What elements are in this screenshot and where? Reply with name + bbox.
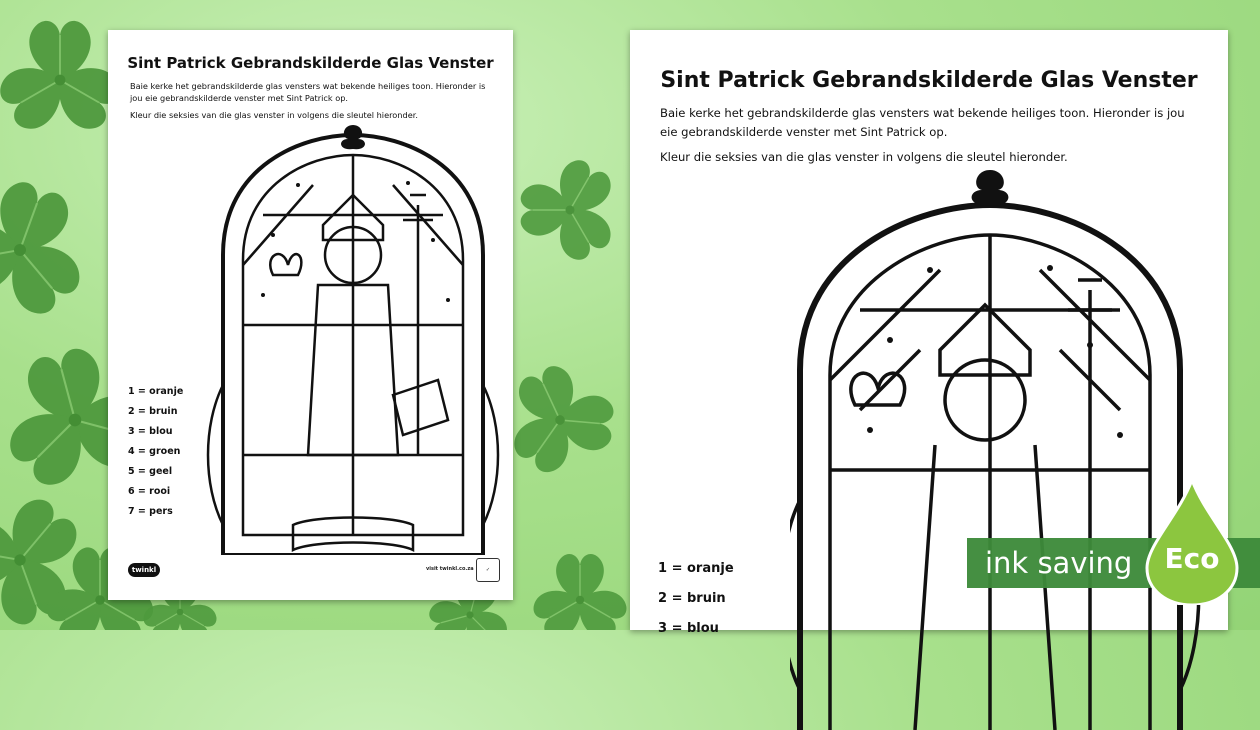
key-item: 2 = bruin [128,406,178,417]
worksheet-instruction: Kleur die seksies van die glas venster in volgens die sleutel hieronder. [660,150,1068,164]
color-key-large [658,561,734,651]
key-item: 6 = rooi [128,486,171,497]
worksheet-title: Sint Patrick Gebrandskilderde Glas Venster [660,68,1198,93]
color-key-small [128,386,183,526]
key-item: 2 = bruin [658,591,726,606]
eco-label: Eco [1164,542,1220,575]
key-item: 5 = geel [128,466,173,477]
worksheet-title: Sint Patrick Gebrandskilderde Glas Venster [127,54,494,72]
worksheet-preview-small [108,30,513,600]
quality-badge-icon: ✓ [476,558,500,582]
ink-saving-label: ink saving [985,546,1133,580]
key-item: 4 = groen [128,446,181,457]
worksheet-intro: Baie kerke het gebrandskilderde glas vensters wat bekende heiliges toon. Hieronder is jou eie gebrandskilderde venster met Sint Patrick op. [130,81,486,103]
key-item: 1 = oranje [128,386,184,397]
stained-glass-window-illustration [203,125,503,555]
key-item: 3 = blou [128,426,173,437]
ink-saving-eco-badge [967,530,1260,598]
twinkl-logo: twinkl [128,563,160,577]
key-item: 1 = oranje [658,561,734,576]
stained-glass-window-illustration [790,170,1260,730]
worksheet-intro: Baie kerke het gebrandskilderde glas vensters wat bekende heiliges toon. Hieronder is jou eie gebrandskilderde venster met Sint Patrick op. [660,106,1185,139]
key-item: 7 = pers [128,506,173,517]
worksheet-instruction: Kleur die seksies van die glas venster in volgens die sleutel hieronder. [130,110,418,120]
footer-url: visit twinkl.co.za [426,566,474,572]
key-item: 3 = blou [658,621,719,636]
